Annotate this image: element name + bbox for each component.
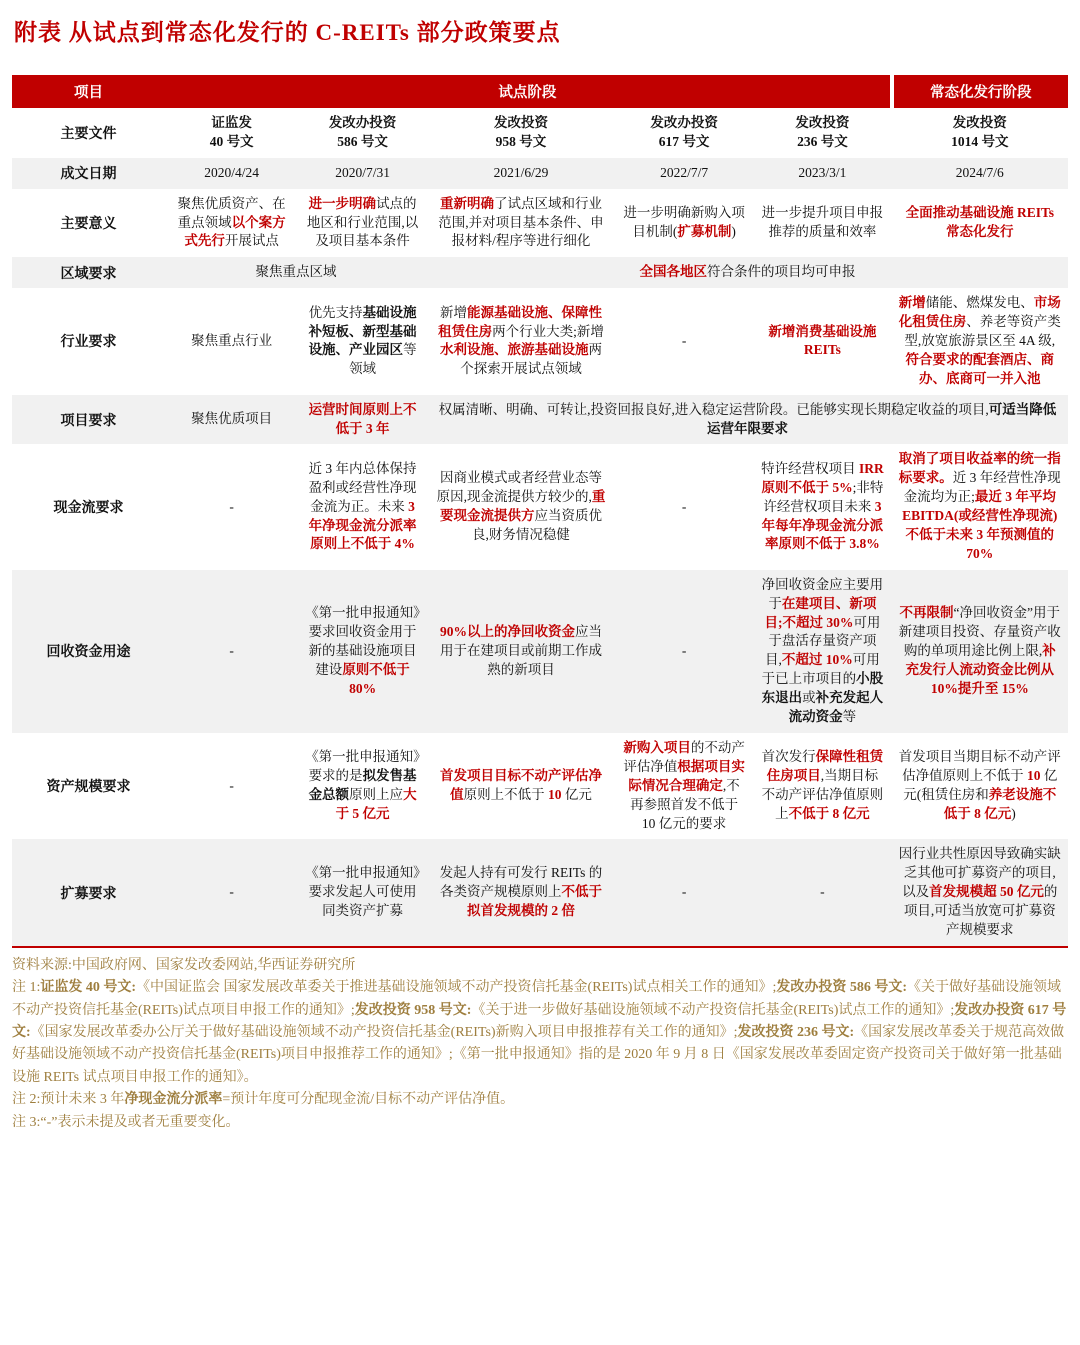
table-cell: 全国各地区符合条件的项目均可申报 bbox=[639, 264, 856, 280]
table-cell: 90%以上的净回收资金应当用于在建项目或前期工作成熟的新项目 bbox=[439, 624, 602, 677]
row-label-date: 成文日期 bbox=[60, 167, 117, 183]
highlight-red-text: 新增 bbox=[898, 295, 926, 311]
highlight-red-text: 10 bbox=[547, 787, 562, 803]
table-cell: 特许经营权项目 IRR 原则不低于 5%;非特许经营权项目未来 3 年每年净现金流分派率原则不低于 3.8% bbox=[761, 460, 884, 552]
highlight-red-text: 扩募机制 bbox=[677, 224, 732, 239]
table-cell: - bbox=[229, 884, 234, 900]
table-row-asset-scale-requirement bbox=[12, 733, 1068, 839]
table-cell: 净回收资金应主要用于在建项目、新项目;不超过 30%可用于盘活存量资产项目,不超过 10%可用于已上市项目的小股东退出或补充发起人流动资金等 bbox=[761, 576, 884, 725]
header-row bbox=[12, 75, 1068, 108]
bold-text: 小股东退出 bbox=[761, 671, 884, 706]
table-cell: - bbox=[229, 777, 234, 793]
highlight-red-text: 90%以上的净回收资金 bbox=[439, 624, 575, 640]
bold-text: 证监发 40 号文: bbox=[40, 980, 137, 996]
bold-text: 发改投资 958 号文: bbox=[354, 1002, 472, 1018]
table-cell: 2020/7/31 bbox=[335, 164, 390, 180]
highlight-red-text: 全面推动基础设施 REITs 常态化发行 bbox=[905, 205, 1054, 239]
highlight-red-text: 原则不低于 80% bbox=[342, 661, 410, 696]
table-cell: 重新明确了试点区域和行业范围,并对项目基本条件、申报材料/程序等进行细化 bbox=[438, 195, 604, 249]
highlight-red-text: 根据项目实际情况合理确定 bbox=[628, 758, 745, 793]
table-cell: 取消了项目收益率的统一指标要求。近 3 年经营性净现金流均为正;最近 3 年平均 EBITDA(或经营性净现流)不低于未来 3 年预测值的 70% bbox=[898, 451, 1061, 561]
table-cell: 近 3 年内总体保持盈利或经营性净现金流为正。未来 3 年净现金流分派率原则上不低于 4% bbox=[308, 460, 417, 552]
table-cell bbox=[427, 108, 615, 158]
table-row-date bbox=[12, 158, 1068, 189]
highlight-red-text: 以个案方式先行 bbox=[184, 214, 286, 249]
table-cell bbox=[753, 288, 891, 394]
table-row-recycled-funds-use bbox=[12, 570, 1068, 733]
highlight-red-text: 最近 3 年平均 EBITDA(或经营性净现流)不低于未来 3 年预测值的 70% bbox=[902, 489, 1058, 561]
table-cell: 2020/4/24 bbox=[204, 164, 260, 180]
highlight-red-text: 在建项目、新项目;不超过 30% bbox=[764, 595, 877, 630]
page-title: 附表 从试点到常态化发行的 C-REITs 部分政策要点 bbox=[14, 20, 561, 45]
bold-text: 40 号文 bbox=[209, 133, 254, 149]
table-cell: 因商业模式或者经营业态等原因,现金流提供方较少的,重要现金流提供方应当资质优良,财务情况稳健 bbox=[436, 470, 606, 543]
table-row-significance bbox=[12, 189, 1068, 258]
bold-text: 净现金流分派率 bbox=[124, 1092, 223, 1108]
table-cell: 聚焦优质资产、在重点领域以个案方式先行开展试点 bbox=[177, 195, 286, 249]
bold-text: 发改投资 bbox=[952, 115, 1007, 130]
highlight-red-text: 取消了项目收益率的统一指标要求。 bbox=[898, 451, 1061, 486]
table-cell: 2021/6/29 bbox=[493, 164, 549, 180]
highlight-red-text: 大于 5 亿元 bbox=[335, 787, 417, 822]
highlight-red-text: 新购入项目 bbox=[623, 739, 691, 755]
highlight-red-text: 不低于拟首发规模的 2 倍 bbox=[466, 884, 602, 919]
table-cell bbox=[165, 108, 298, 158]
policy-table bbox=[12, 75, 1068, 948]
table-cell bbox=[753, 108, 891, 158]
highlight-red-text: 首发项目目标不动产评估净值 bbox=[439, 768, 602, 803]
source-line: 资料来源:中国政府网、国家发改委网站,华西证券研究所 bbox=[12, 957, 356, 973]
table-cell: 聚焦优质项目 bbox=[191, 411, 273, 427]
table-row-expansion-requirement bbox=[12, 839, 1068, 946]
table-cell: 2022/7/7 bbox=[660, 164, 709, 180]
bold-text: 发改办投资 bbox=[650, 115, 718, 130]
highlight-red-text: 不再限制 bbox=[899, 605, 954, 621]
table-cell: 进一步提升项目申报推荐的质量和效率 bbox=[761, 205, 884, 239]
highlight-red-text: 水利设施、旅游基础设施 bbox=[439, 342, 589, 358]
table-cell: 《第一批申报通知》要求回收资金用于新的基础设施项目建设原则不低于 80% bbox=[305, 605, 420, 696]
highlight-red-text: 进一步明确 bbox=[308, 195, 377, 211]
highlight-red-text: 能源基础设施、保障性租赁住房 bbox=[438, 304, 602, 339]
bold-text: 发改投资 236 号文: bbox=[737, 1025, 855, 1041]
row-label-region-requirement: 区域要求 bbox=[60, 266, 117, 282]
table-cell: 新购入项目的不动产评估净值根据项目实际情况合理确定,不再参照首发不低于 10 亿元的要求 bbox=[623, 739, 745, 831]
table-cell bbox=[298, 108, 427, 158]
header-project: 项目 bbox=[12, 75, 165, 108]
footnotes bbox=[12, 955, 1068, 1134]
highlight-red-text: 保障性租赁住房项目 bbox=[766, 749, 884, 784]
table-cell: 《第一批申报通知》要求发起人可使用同类资产扩募 bbox=[305, 865, 420, 919]
highlight-red-text: 市场化租赁住房 bbox=[898, 295, 1061, 330]
highlight-red-text: IRR 原则不低于 5% bbox=[761, 460, 884, 495]
table-cell: 因行业共性原因导致确实缺乏其他可扩募资产的项目,以及首发规模超 50 亿元的项目,可适当放宽可扩募资产规模要求 bbox=[898, 846, 1061, 937]
table-cell bbox=[615, 108, 753, 158]
bold-text: 证监发 bbox=[211, 115, 252, 130]
table-body bbox=[12, 108, 1068, 947]
table-row-region-requirement bbox=[12, 257, 1068, 288]
header-pilot-stage: 试点阶段 bbox=[165, 75, 891, 108]
header-normal-stage: 常态化发行阶段 bbox=[892, 75, 1068, 108]
highlight-red-text: 养老设施不低于 8 亿元 bbox=[943, 787, 1057, 822]
row-label-recycled-funds-use: 回收资金用途 bbox=[46, 645, 131, 661]
bold-text: 236 号文 bbox=[797, 133, 848, 149]
table-cell: 首次发行保障性租赁住房项目,当期目标不动产评估净值原则上不低于 8 亿元 bbox=[761, 749, 884, 822]
table-header bbox=[12, 75, 1068, 108]
table-row-cashflow-requirement bbox=[12, 444, 1068, 569]
table-cell bbox=[892, 108, 1068, 158]
table-cell: 2023/3/1 bbox=[798, 164, 847, 180]
footnote-2: 注 2:预计未来 3 年净现金流分派率=预计年度可分配现金流/目标不动产评估净值。 bbox=[12, 1092, 515, 1108]
table-cell: - bbox=[820, 884, 825, 900]
table-cell: - bbox=[681, 333, 687, 349]
bold-text: 1014 号文 bbox=[951, 133, 1009, 149]
highlight-red-text: 运营时间原则上不低于 3 年 bbox=[308, 401, 417, 436]
table-cell: 首发项目当期目标不动产评估净值原则上不低于 10 亿元(租赁住房和养老设施不低于 8 亿元) bbox=[898, 749, 1061, 822]
table-cell: 聚焦重点行业 bbox=[191, 333, 273, 349]
table-cell: - bbox=[681, 642, 687, 658]
table-cell: 发起人持有可发行 REITs 的各类资产规模原则上不低于拟首发规模的 2 倍 bbox=[439, 865, 603, 919]
table-cell: 权属清晰、明确、可转让,投资回报良好,进入稳定运营阶段。已能够实现长期稳定收益的项目,可适当降低运营年限要求 bbox=[438, 401, 1057, 436]
bold-text: 发改投资 bbox=[493, 115, 548, 130]
highlight-red-text: 不低于 8 亿元 bbox=[788, 806, 870, 822]
row-label-project-requirement: 项目要求 bbox=[60, 413, 117, 429]
bold-text: 发改办投资 617 号文: bbox=[12, 1002, 1067, 1041]
table-cell: 新增储能、燃煤发电、市场化租赁住房、养老等资产类型,放宽旅游景区至 4A 级,符合要求的配套酒店、商办、底商可一并入池 bbox=[898, 295, 1061, 386]
table-row-industry-requirement bbox=[12, 288, 1068, 394]
footnote-3: 注 3:“-”表示未提及或者无重要变化。 bbox=[12, 1114, 240, 1130]
highlight-red-text: 首发规模超 50 亿元 bbox=[929, 884, 1044, 900]
table-cell: 《第一批申报通知》要求的是拟发售基金总额原则上应大于 5 亿元 bbox=[305, 749, 420, 822]
bold-text: 617 号文 bbox=[658, 133, 710, 149]
highlight-red-text: 重新明确 bbox=[439, 195, 494, 211]
highlight-red-text: 不超过 10% bbox=[781, 652, 853, 668]
table-cell: - bbox=[681, 498, 687, 514]
bold-text: 补充发起人流动资金 bbox=[788, 690, 884, 725]
table-cell: 进一步明确试点的地区和行业范围,以及项目基本条件 bbox=[306, 195, 419, 249]
bold-text: 586 号文 bbox=[337, 133, 388, 149]
bold-text: 958 号文 bbox=[495, 133, 547, 149]
table-cell: - bbox=[229, 498, 234, 514]
bold-text: 可适当降低运营年限要求 bbox=[706, 401, 1057, 436]
table-cell: 首发项目目标不动产评估净值原则上不低于 10 亿元 bbox=[439, 768, 602, 803]
row-label-asset-scale-requirement: 资产规模要求 bbox=[46, 780, 131, 796]
table-cell: 新增能源基础设施、保障性租赁住房两个行业大类;新增水利设施、旅游基础设施两个探索开展试点领域 bbox=[438, 304, 604, 377]
bold-text: 发改办投资 586 号文: bbox=[776, 980, 908, 996]
highlight-red-text: 重要现金流提供方 bbox=[439, 489, 606, 524]
table-cell bbox=[298, 395, 427, 445]
row-label-cashflow-requirement: 现金流要求 bbox=[53, 501, 124, 517]
highlight-red-text: 全国各地区 bbox=[639, 264, 707, 280]
bold-text: 发改投资 bbox=[795, 115, 850, 130]
footnote-1: 注 1:证监发 40 号文:《中国证监会 国家发展改革委关于推进基础设施领域不动产投资信托基金(REITs)试点相关工作的通知》;发改办投资 586 号文:《关于做好基础设施领域不动产投资信托基金(REITs)试点项目申报工作的通知》;发改投资 958 号文:《关于进一步做好基础设施领域不动产投资信托基金(REITs)试点工作的通知》;发改办投资 617 号文:《国家发展改革委办公厅关于做好基础设施领域不动产投资信托基金(REITs)新购入项目申报推荐有关工作的通知》;发改投资 236 号文:《国家发展改革委关于规范高效做好基础设施领域不动产投资信托基金(REITs)项目申报推荐工作的通知》;《第一批申报通知》指的是 2020 年 9 月 8 日《国家发展改革委固定资产投资司关于做好第一批基础设施 REITs 试点项目申报工作的通知》。 bbox=[12, 980, 1067, 1085]
table-cell: 进一步明确新购入项目机制(扩募机制) bbox=[623, 205, 745, 239]
table-cell: 不再限制“净回收资金”用于新建项目投资、存量资产收购的单项用途比例上限,补充发行人流动资金比例从 10%提升至 15% bbox=[898, 605, 1061, 696]
table-cell: 2024/7/6 bbox=[955, 164, 1004, 180]
highlight-red-text: 符合要求的配套酒店、商办、底商可一并入池 bbox=[905, 351, 1055, 386]
table-row-main-document bbox=[12, 108, 1068, 158]
table-cell bbox=[892, 189, 1068, 258]
row-label-expansion-requirement: 扩募要求 bbox=[60, 886, 117, 902]
table-cell: - bbox=[229, 642, 234, 658]
bold-text: 拟发售基金总额 bbox=[308, 768, 417, 803]
bold-text: 基础设施补短板、新型基础设施、产业园区 bbox=[308, 304, 417, 358]
highlight-red-text: 3 年每年净现金流分派率原则不低于 3.8% bbox=[761, 498, 884, 552]
table-row-project-requirement bbox=[12, 395, 1068, 445]
bold-text: 发改办投资 bbox=[328, 115, 397, 130]
table-cell: 聚焦重点区域 bbox=[255, 264, 337, 280]
row-label-industry-requirement: 行业要求 bbox=[60, 335, 117, 351]
row-label-significance: 主要意义 bbox=[60, 217, 117, 232]
row-label-main-document: 主要文件 bbox=[60, 126, 117, 142]
table-cell: - bbox=[681, 884, 687, 900]
highlight-red-text: 补充发行人流动资金比例从 10%提升至 15% bbox=[905, 642, 1056, 696]
highlight-red-text: 3 年净现金流分派率原则上不低于 4% bbox=[308, 498, 417, 552]
highlight-red-text: 新增消费基础设施 REITs bbox=[768, 323, 877, 358]
highlight-red-text: 10 bbox=[1027, 768, 1041, 784]
table-cell: 优先支持基础设施补短板、新型基础设施、产业园区等领域 bbox=[308, 304, 417, 377]
